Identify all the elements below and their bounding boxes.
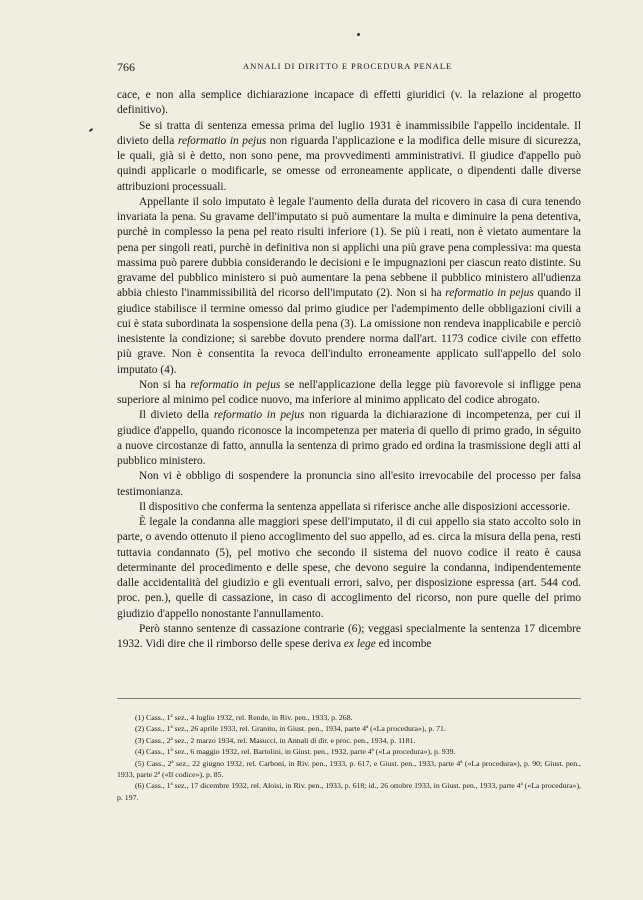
footnote: (6) Cass., 1ª sez., 17 dicembre 1932, rel. Aloisi, in Riv. pen., 1933, p. 618; id., 26 ottobre 1933, in Giust. pen., 1933, parte 4ª («La procedura»), p. 197.: [117, 781, 581, 802]
journal-title: ANNALI DI DIRITTO E PROCEDURA PENALE: [243, 61, 453, 71]
footnote: (1) Cass., 1ª sez., 4 luglio 1932, rel. Rende, in Riv. pen., 1933, p. 268.: [135, 713, 353, 722]
margin-mark: [89, 128, 93, 132]
footnote: (3) Cass., 2ª sez., 2 marzo 1934, rel. Masucci, in Annali di dir. e proc. pen., 1934, p. 1181.: [135, 735, 416, 745]
paragraph: Non si ha reformatio in pejus se nell'applicazione della legge più favorevole si infligge pena superiore al minimo pel codice nuovo, ma inferiore al minimo applicato del codice abrogato.: [117, 378, 581, 406]
footnote-divider: [117, 698, 581, 699]
footnotes: [117, 712, 581, 803]
footnote: (5) Cass., 2ª sez., 22 giugno 1932, rel. Carboni, in Riv. pen., 1933, p. 617, e Giust. pen., 1933, parte 4ª («La procedura»), p. 90; Giust. pen., 1933, parte 2ª («Il codice»), p. 85.: [117, 758, 581, 780]
page-number: 766: [117, 60, 135, 74]
paragraph: Appellante il solo imputato è legale l'aumento della durata del ricovero in casa di cura tenendo invariata la pena. Su gravame dell'imputato si può aumentare la multa e diminuire la pena detentiva, purchè in complesso la pena pel reato risulti inferiore (1). Se più i reati, non è vietato aumentare la pena per singoli reati, purchè in definitiva non si applichi una più grave pena complessiva: ma questa massima può parere dubbia considerando le decisioni e le impugnazioni per ciascun reato distinte. Su gravame del pubblico ministero si può aumentare la pena sebbene il pubblico ministero all'udienza abbia chiesto l'inammissibilità del ricorso dell'imputato (2). Non si ha reformatio in pejus quando il giudice stabilisce il termine omesso dal primo giudice per l'adempimento delle obbligazioni civili a cui è stata subordinata la sospensione della pena (3). La omissione non rendeva inapplicabile e perciò inesistente la condizione; si sarebbe dovuto prendere norma dall'art. 1173 codice civile con effetto più grave. Non è consentita la revoca dell'indulto erroneamente applicato sull'appello del solo imputato (4).: [117, 195, 581, 376]
paragraph: È legale la condanna alle maggiori spese dell'imputato, il di cui appello sia stato accolto solo in parte, o avendo ottenuto il pieno accoglimento del suo appello, ad es. circa la misura della pena, resti tuttavia condannato (5), pel motivo che secondo il sistema del nuovo codice il reato è causa determinante del procedimento e delle spese, che devono seguire la condanna, indipendentemente dalle accidentalità del giudizio e gli eventuali errori, salvo, per disposizione espressa (art. 544 cod. proc. pen.), quelle di cassazione, in caso di accoglimento del ricorso, non pure quelle del primo giudizio d'appello nonostante l'annullamento.: [117, 516, 581, 620]
paragraph: Il dispositivo che conferma la sentenza appellata si riferisce anche alle disposizioni accessorie.: [139, 500, 571, 513]
paragraph: cace, e non alla semplice dichiarazione incapace di effetti giuridici (v. la relazione al progetto definitivo).: [117, 89, 581, 117]
footnote: (2) Cass., 1ª sez., 26 aprile 1933, rel. Granito, in Giust. pen., 1934, parte 4ª («La procedura»), p. 71.: [135, 724, 446, 734]
paragraph: Il divieto della reformatio in pejus non riguarda la dichiarazione di incompetenza, per cui il giudice d'appello, quando riconosce la incompetenza per materia di quello di primo grado, in séguito a nuove circostanze di fatto, annulla la sentenza di primo grado ed ordina la trasmissione degli atti al pubblico ministero.: [117, 409, 581, 467]
body-text: [117, 88, 581, 652]
paragraph: Però stanno sentenze di cassazione contrarie (6); veggasi specialmente la sentenza 17 dicembre 1932. Vidi dire che il rimborso delle spese deriva ex lege ed incombe: [117, 622, 581, 650]
footnote: (4) Cass., 1ª sez., 6 maggio 1932, rel. Bartolini, in Giust. pen., 1932, parte 4ª («La procedura»), p. 939.: [135, 747, 456, 757]
scan-speck: [357, 33, 360, 36]
paragraph: Non vi è obbligo di sospendere la pronuncia sino all'esito irrevocabile del processo per falsa testimonianza.: [117, 470, 581, 498]
paragraph: Se si tratta di sentenza emessa prima del luglio 1931 è inammissibile l'appello incidentale. Il divieto della reformatio in pejus non riguarda l'applicazione e la modifica delle misure di sicurezza, le quali, già si è detto, non sono pene, ma provvedimenti amministrativi. Il giudice d'appello può quindi applicarle o modificarle, se omesse od erroneamente applicate, o dipendenti dalle diverse attribuzioni processuali.: [117, 119, 581, 193]
